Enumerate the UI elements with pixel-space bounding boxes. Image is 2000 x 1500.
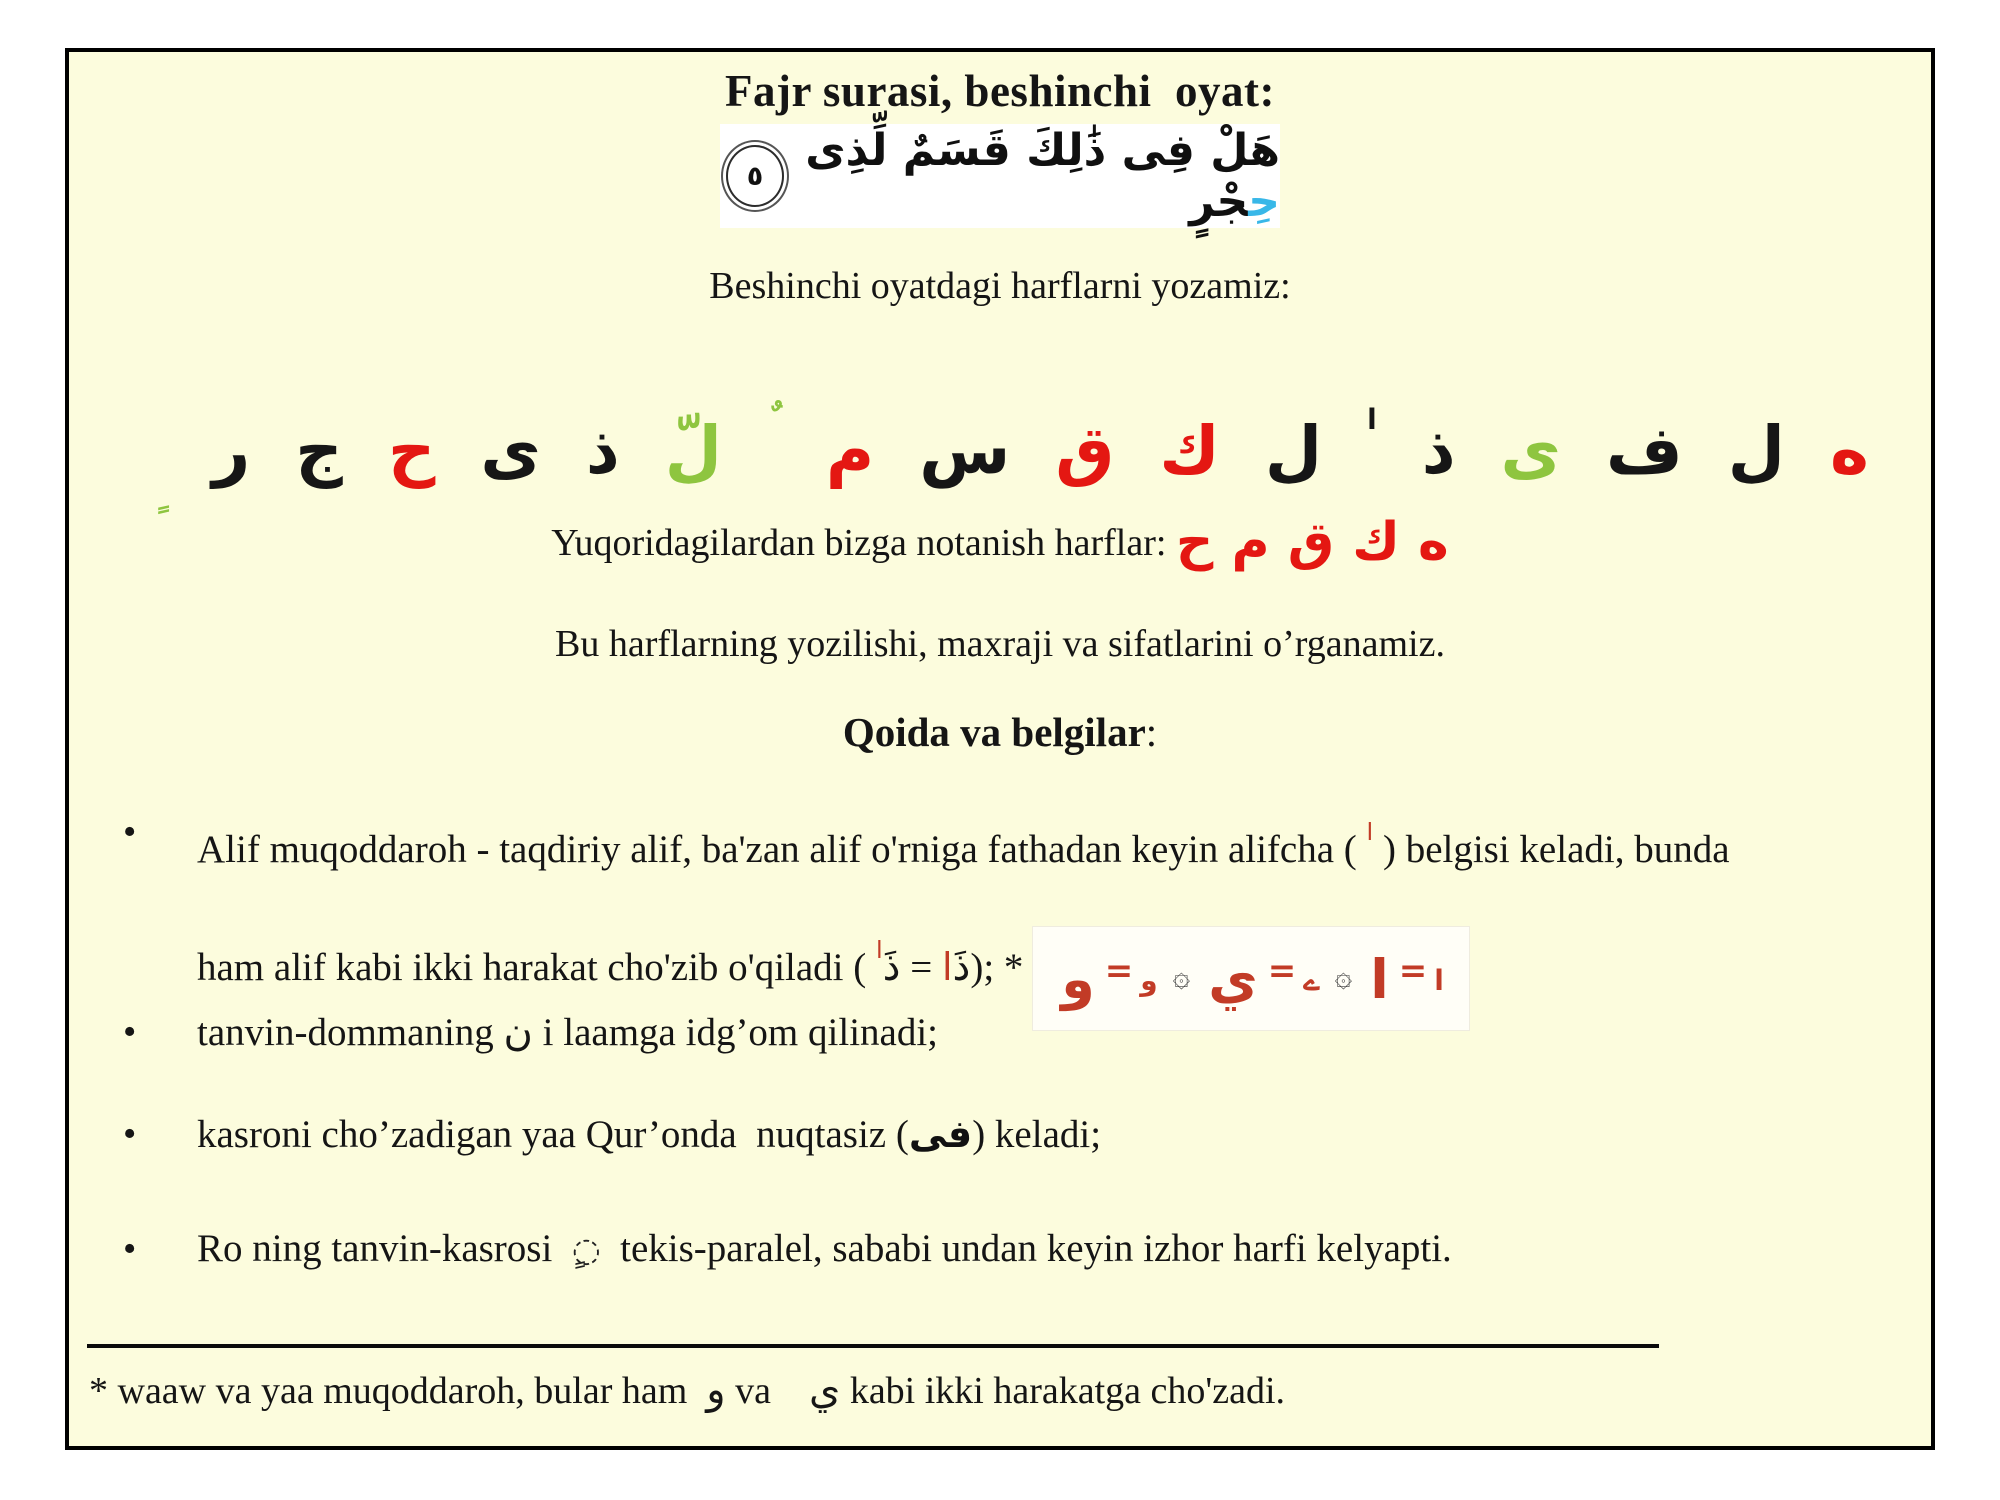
text-segment: Yuqoridagilardan bizga notanish harflar: — [551, 522, 1176, 564]
text-segment: = — [900, 946, 942, 989]
letters-row — [69, 345, 1931, 514]
arabic-letter: س — [919, 412, 1011, 489]
bullet-item — [97, 1199, 1905, 1300]
arabic-segment: ا — [941, 945, 953, 989]
arabic-segment: ا — [1366, 818, 1374, 846]
arabic-glyph: و — [1061, 948, 1095, 1011]
bullet-dot: • — [123, 1011, 137, 1053]
arabic-segment: ن — [503, 1009, 533, 1055]
text-segment: ) keladi; — [972, 1113, 1102, 1156]
rub-el-hizb-ornament-icon: ۞ — [1334, 959, 1353, 994]
arabic-letter: ل — [1264, 412, 1323, 489]
arabic-letter: ٌ — [767, 399, 781, 445]
qoida-heading-line — [69, 705, 1931, 759]
arabic-letter: ق — [1055, 412, 1115, 489]
bullet-dot: • — [123, 811, 137, 853]
text-segment: i laamga idg’om qilinadi; — [532, 1011, 939, 1054]
arabic-letter: ى — [480, 412, 541, 489]
text-segment: kasroni cho’zadigan yaa Qur’onda nuqtasiz ( — [197, 1113, 909, 1156]
bullet-line — [197, 782, 1905, 900]
slide-title: Fajr surasi, beshinchi oyat: — [725, 66, 1275, 116]
text-segment: tekis-paralel, sababi undan keyin izhor harfi kelyapti. — [600, 1227, 1452, 1270]
qoida-heading: Qoida va belgilar — [842, 709, 1146, 755]
ayah-number: ٥ — [746, 160, 764, 192]
bullet-dot: • — [123, 1228, 137, 1270]
arabic-letter: ه — [1829, 412, 1869, 489]
arabic-letter: ر — [212, 412, 251, 489]
arabic-letter: ذ — [1421, 412, 1456, 489]
verse-segment: حِ — [1248, 176, 1280, 227]
arabic-segment: ذَ — [952, 944, 971, 990]
arabic-segment: ذَ — [882, 944, 901, 990]
bullet-dot: • — [123, 1113, 137, 1155]
arabic-glyph: ي — [1208, 948, 1258, 1011]
arabic-segment: ◌ٍ — [571, 1230, 601, 1269]
arabic-letter: ا — [1367, 403, 1377, 436]
line-beshinchi: Beshinchi oyatdagi harflarni yozamiz: — [709, 265, 1291, 307]
arabic-letter: ك — [1159, 412, 1220, 489]
arabic-letter: ج — [295, 412, 343, 489]
arabic-letter: ذ — [585, 412, 620, 489]
text-segment: ); * — [970, 946, 1034, 989]
arabic-letter: ح — [387, 412, 436, 489]
arabic-glyph: و — [1140, 964, 1158, 997]
line-notanish — [69, 512, 1931, 573]
bullet-line — [197, 982, 1905, 1083]
arabic-glyph: ے — [1303, 964, 1320, 997]
arabic-glyph: = — [1398, 951, 1428, 991]
text-segment: * waaw va yaa muqoddaroh, bular ham — [89, 1370, 707, 1412]
ayah-medallion-icon — [726, 145, 784, 207]
arabic-glyph: = — [1104, 951, 1134, 991]
arabic-glyph: = — [1267, 951, 1297, 991]
arabic-segment: فى — [908, 1112, 973, 1156]
footnote-text — [89, 1346, 1905, 1435]
bullet-line — [197, 1084, 1905, 1185]
arabic-segment: ه ك ق م ح — [1175, 512, 1449, 572]
text-segment: ham alif kabi ikki harakat cho'zib o'qiladi ( — [197, 946, 876, 989]
text-segment: Alif muqoddaroh - taqdiriy alif, ba'zan alif o'rniga fathadan keyin alifcha ( — [197, 828, 1367, 871]
verse-segment: جْرٍ — [1189, 176, 1249, 227]
slide-frame — [65, 48, 1935, 1450]
arabic-segment: ا — [876, 936, 883, 964]
arabic-segment: ي — [809, 1367, 841, 1413]
arabic-letter: م — [825, 412, 875, 489]
line-bu: Bu harflarning yozilishi, maxraji va sifatlarini o’rganamiz. — [555, 623, 1445, 665]
arabic-segment: و — [706, 1367, 726, 1413]
arabic-letter: لّ — [664, 412, 723, 489]
bullet-item — [97, 1084, 1905, 1185]
arabic-glyph: ا — [1434, 964, 1444, 997]
text-segment: kabi ikki harakatga cho'zadi. — [840, 1370, 1286, 1412]
verse-image — [720, 124, 1280, 228]
qoida-colon: : — [1145, 709, 1158, 755]
verse-text — [800, 125, 1280, 227]
arabic-letter: ٍ — [154, 470, 168, 514]
arabic-letter: ل — [1727, 412, 1785, 489]
bullet-item — [97, 982, 1905, 1083]
rub-el-hizb-ornament-icon: ۞ — [1172, 959, 1191, 994]
arabic-letter: ف — [1606, 412, 1683, 489]
text-segment: ) belgisi keladi, bunda — [1373, 828, 1730, 871]
arabic-letter: ى — [1500, 412, 1562, 489]
text-segment: tanvin-dommaning — [197, 1011, 504, 1054]
text-segment: Ro ning tanvin-kasrosi — [197, 1227, 572, 1270]
arabic-glyph: ا — [1370, 948, 1389, 1011]
text-segment: va — [725, 1370, 809, 1412]
verse-segment: هَلْ فِى ذَٰلِكَ قَسَمٌ لِّذِى — [805, 125, 1280, 176]
bullet-line — [197, 1199, 1905, 1300]
